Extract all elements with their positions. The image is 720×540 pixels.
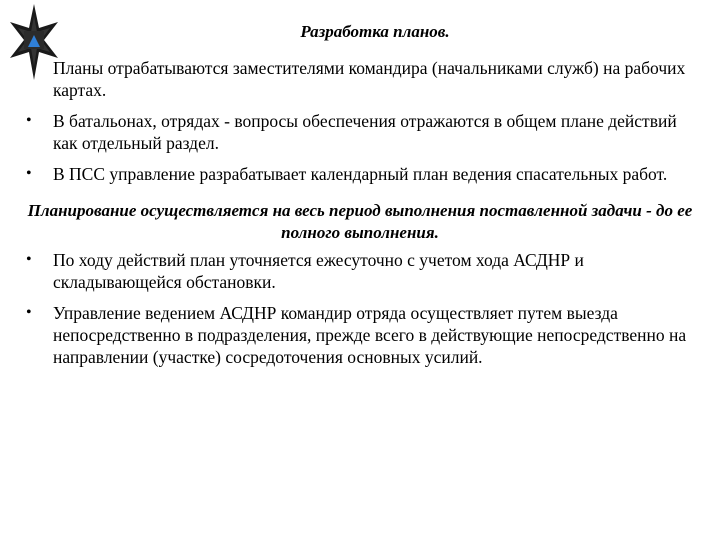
list-item	[0, 249, 720, 293]
list-item-text: По ходу действий план уточняется ежесуточно с учетом хода АСДНР и складывающейся обстановки.	[53, 250, 584, 292]
emphasis-paragraph: Планирование осуществляется на весь период выполнения поставленной задачи - до ее полного выполнения.	[27, 201, 693, 242]
bullet-list-top	[0, 57, 720, 194]
list-item	[0, 163, 720, 185]
list-item	[0, 302, 720, 368]
list-item-text: Планы отрабатываются заместителями командира (начальниками служб) на рабочих картах.	[53, 58, 686, 100]
bullet-marker: •	[26, 304, 32, 321]
list-item	[0, 57, 720, 101]
bullet-marker: •	[26, 165, 32, 182]
page-title: Разработка планов.	[300, 22, 450, 41]
list-item-text: В батальонах, отрядах - вопросы обеспечения отражаются в общем плане действий как отдельный раздел.	[53, 111, 677, 153]
list-item-text: В ПСС управление разрабатывает календарный план ведения спасательных работ.	[53, 164, 668, 184]
bullet-marker: •	[26, 251, 32, 268]
bullet-marker: •	[26, 112, 32, 129]
list-item-text: Управление ведением АСДНР командир отряда осуществляет путем выезда непосредственно в подразделения, прежде всего в действующие непосредственно на направлении (участке) сосредоточения основных усилий.	[53, 303, 687, 367]
list-item	[0, 110, 720, 154]
bullet-list-bottom	[0, 249, 720, 377]
